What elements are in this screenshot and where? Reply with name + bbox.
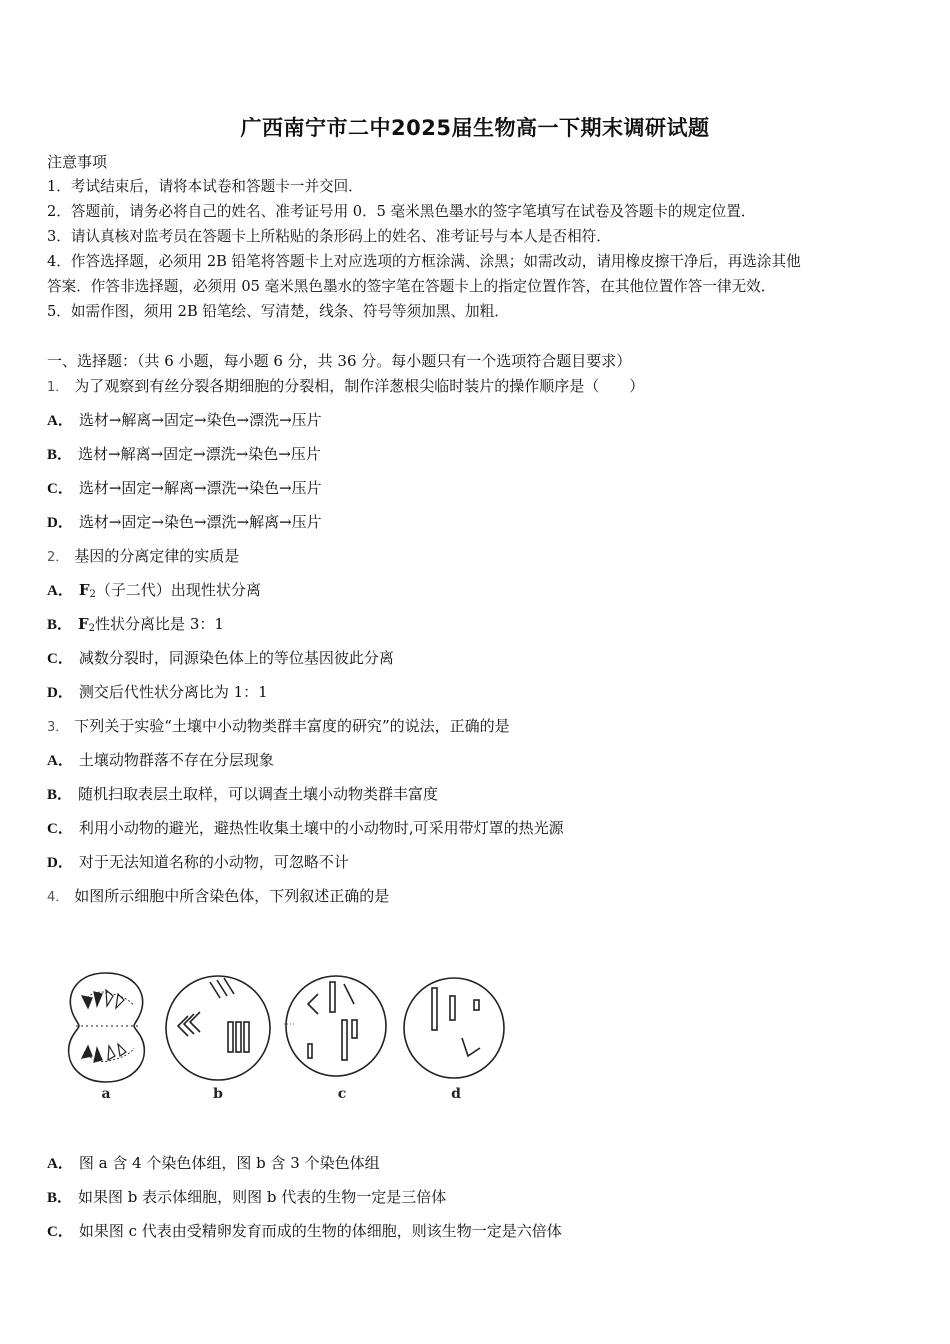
q4-option-b: [47, 1187, 446, 1208]
option-label: A．: [47, 583, 73, 599]
cell-a: [69, 973, 145, 1082]
page-title: 广西南宁市二中2025届生物高一下期末调研试题: [240, 116, 710, 140]
question-number: 2．: [47, 550, 69, 565]
question-2: [47, 546, 239, 568]
notice-heading: 注意事项: [47, 153, 108, 171]
question-4: [47, 886, 389, 908]
option-text: 对于无法知道名称的小动物，可忽略不计: [78, 853, 349, 871]
option-label: B．: [47, 787, 73, 803]
notice-item-4-cont: 答案．作答非选择题，必须用 05 毫米黑色墨水的签字笔在答题卡上的指定位置作答，在其他位置作答一律无效．: [47, 278, 776, 295]
notice-item-3: 3．请认真核对监考员在答题卡上所粘贴的条形码上的姓名、准考证号与本人是否相符．: [47, 228, 611, 245]
option-text: 选材→解离→固定→染色→漂洗→压片: [78, 411, 322, 429]
option-label: D．: [47, 685, 73, 701]
option-text: 选材→固定→染色→漂洗→解离→压片: [78, 513, 322, 531]
q2-option-b: [47, 614, 224, 639]
q3-option-c: [47, 818, 564, 839]
subscript: 2: [88, 623, 96, 634]
figure-label-a: a: [101, 1086, 111, 1102]
q2-option-a: [47, 580, 261, 605]
q1-option-b: [47, 444, 321, 465]
notice-item-2: 2．答题前，请务必将自己的姓名、准考证号用 0．5 毫米黑色墨水的签字笔填写在试卷及答题卡的规定位置．: [47, 203, 756, 220]
section-heading: 一、选择题：（共 6 小题，每小题 6 分，共 36 分。每小题只有一个选项符合题目要求）: [47, 352, 632, 370]
option-text: 选材→解离→固定→漂洗→染色→压片: [78, 445, 321, 463]
option-label: B．: [47, 1190, 73, 1206]
cell-b: [166, 976, 270, 1080]
option-text: 选材→固定→解离→漂洗→染色→压片: [78, 479, 322, 497]
option-text: （子二代）出现性状分离: [95, 581, 261, 599]
option-text: 如果图 b 表示体细胞，则图 b 代表的生物一定是三倍体: [78, 1188, 447, 1206]
cell-c: [286, 976, 386, 1076]
option-text: 图 a 含 4 个染色体组，图 b 含 3 个染色体组: [78, 1154, 380, 1172]
option-label: A．: [47, 753, 73, 769]
option-label: A．: [47, 413, 73, 429]
option-label: D．: [47, 515, 73, 531]
question-1: [47, 376, 644, 398]
option-text: 如果图 c 代表由受精卵发育而成的生物的体细胞，则该生物一定是六倍体: [78, 1222, 562, 1240]
chromosome-figure: [62, 960, 522, 1110]
option-text: 减数分裂时，同源染色体上的等位基因彼此分离: [78, 649, 394, 667]
cell-d: [404, 978, 504, 1078]
q3-option-a: [47, 750, 274, 771]
cell-a-chromosomes: [82, 990, 126, 1062]
option-label: B．: [47, 447, 73, 463]
question-stem: 为了观察到有丝分裂各期细胞的分裂相，制作洋葱根尖临时装片的操作顺序是（ ）: [74, 377, 645, 395]
option-label: A．: [47, 1156, 73, 1172]
question-number: 4．: [47, 890, 69, 905]
notice-item-5: 5．如需作图，须用 2B 铅笔绘、写清楚，线条、符号等须加黑、加粗．: [47, 303, 509, 320]
q1-option-c: [47, 478, 322, 499]
q1-option-d: [47, 512, 322, 533]
option-text: 随机扫取表层土取样，可以调查土壤小动物类群丰富度: [78, 785, 439, 803]
figure-label-b: b: [213, 1086, 223, 1102]
option-label: C．: [47, 1224, 73, 1240]
question-3: [47, 716, 510, 738]
notice-item-1: 1．考试结束后，请将本试卷和答题卡一并交回．: [47, 178, 363, 195]
q2-option-d: [47, 682, 268, 703]
q3-option-b: [47, 784, 438, 805]
question-stem: 基因的分离定律的实质是: [74, 547, 240, 565]
option-label: B．: [47, 617, 73, 633]
q4-option-a: [47, 1153, 380, 1174]
option-text: 性状分离比是 3：1: [95, 615, 224, 633]
option-text-pre: F: [78, 581, 90, 599]
subscript: 2: [89, 589, 96, 600]
figure-label-d: d: [451, 1086, 461, 1102]
question-number: 1．: [47, 380, 69, 395]
option-label: C．: [47, 651, 73, 667]
option-text: 土壤动物群落不存在分层现象: [78, 751, 274, 769]
option-label: C．: [47, 821, 73, 837]
option-label: D．: [47, 855, 73, 871]
question-number: 3．: [47, 720, 69, 735]
question-stem: 下列关于实验“土壤中小动物类群丰富度的研究”的说法，正确的是: [74, 717, 510, 735]
q4-option-c: [47, 1221, 562, 1242]
q2-option-c: [47, 648, 394, 669]
option-text: 利用小动物的避光，避热性收集土壤中的小动物时,可采用带灯罩的热光源: [78, 819, 564, 837]
option-text: 测交后代性状分离比为 1：1: [78, 683, 268, 701]
notice-item-4: 4．作答选择题，必须用 2B 铅笔将答题卡上对应选项的方框涂满、涂黑；如需改动，请用橡皮擦干净后，再选涂其他: [47, 253, 801, 270]
figure-label-c: c: [337, 1086, 347, 1102]
option-label: C．: [47, 481, 73, 497]
question-stem: 如图所示细胞中所含染色体，下列叙述正确的是: [74, 887, 390, 905]
option-text-pre: F: [78, 615, 89, 633]
q3-option-d: [47, 852, 349, 873]
q1-option-a: [47, 410, 322, 431]
